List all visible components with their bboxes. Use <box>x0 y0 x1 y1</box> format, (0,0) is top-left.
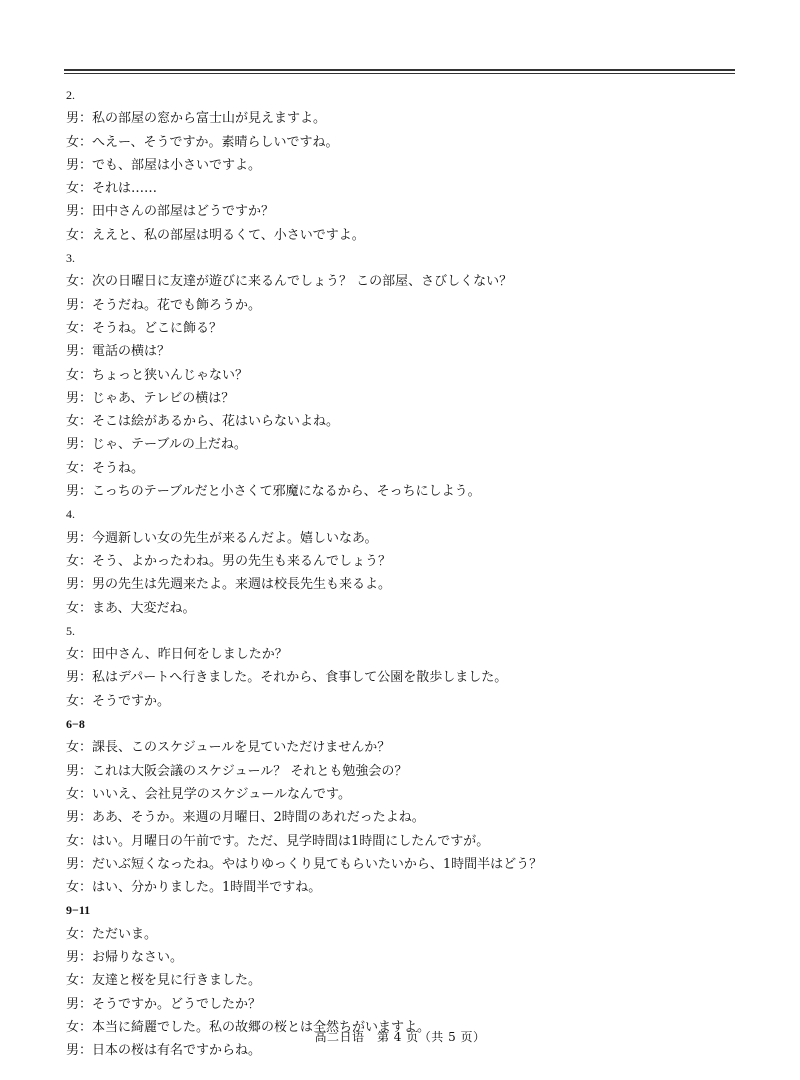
page-footer: 高二日语 第 4 页（共 5 页） <box>314 1030 486 1044</box>
section-number: 2. <box>66 88 75 102</box>
section-number: 5. <box>66 623 75 638</box>
dialogue-line: 女：そこは絵があるから、花はいらないよね。 <box>66 414 340 430</box>
dialogue-line: 女：そうですか。 <box>66 693 171 709</box>
section-number: 6−8 <box>66 717 85 732</box>
dialogue-line: 女：そうね。 <box>66 460 145 476</box>
dialogue-line: 男：日本の桜は有名ですからね。 <box>66 1043 262 1059</box>
dialogue-line: 男：田中さんの部屋はどうですか？ <box>66 204 275 220</box>
section-number: 4. <box>66 507 75 522</box>
dialogue-line: 女：はい。月曜日の午前です。ただ、見学時間は1時間にしたんですが。 <box>66 833 490 849</box>
dialogue-line: 男：じゃ、テーブルの上だね。 <box>66 437 247 453</box>
dialogue-line: 女：本当に綺麗でした。私の故郷の桜とは全然ちがいますよ。 <box>66 1019 431 1035</box>
dialogue-line: 女：ちょっと狭いんじゃない？ <box>66 367 249 383</box>
section-number: 9−11 <box>66 903 91 918</box>
dialogue-line: 男：そうだね。花でも飾ろうか。 <box>66 297 262 313</box>
dialogue-line: 女：田中さん、昨日何をしましたか？ <box>66 647 288 663</box>
transcript-body <box>66 84 746 1062</box>
dialogue-line: 男：男の先生は先週来たよ。来週は校長先生も来るよ。 <box>66 577 392 593</box>
dialogue-line: 女：そうね。どこに飾る？ <box>66 320 223 336</box>
dialogue-line: 男：今週新しい女の先生が来るんだよ。嬉しいなあ。 <box>66 530 378 546</box>
dialogue-line: 男：こっちのテーブルだと小さくて邪魔になるから、そっちにしよう。 <box>66 484 481 500</box>
dialogue-line: 男：電話の横は？ <box>66 344 171 360</box>
section-number: 3. <box>66 251 75 266</box>
dialogue-line: 女：ただいま。 <box>66 926 158 942</box>
dialogue-line: 女：へえー、そうですか。素晴らしいですね。 <box>66 134 339 150</box>
dialogue-line: 男：ああ、そうか。来週の月曜日、2時間のあれだったよね。 <box>66 810 425 826</box>
dialogue-line: 女：はい、分かりました。1時間半ですね。 <box>66 880 322 896</box>
dialogue-line: 女：まあ、大変だね。 <box>66 600 196 616</box>
dialogue-line: 男：私はデパートへ行きました。それから、食事して公園を散歩しました。 <box>66 670 508 686</box>
dialogue-line: 女：友達と桜を見に行きました。 <box>66 973 262 989</box>
dialogue-line: 女：ええと、私の部屋は明るくて、小さいですよ。 <box>66 227 365 243</box>
dialogue-line: 女：いいえ、会社見学のスケジュールなんです。 <box>66 786 351 802</box>
dialogue-line: 女：そう、よかったわね。男の先生も来るんでしょう？ <box>66 553 392 569</box>
dialogue-line: 男：お帰りなさい。 <box>66 949 184 965</box>
dialogue-line: 男：そうですか。どうでしたか？ <box>66 996 262 1012</box>
dialogue-line: 女：次の日曜日に友達が遊びに来るんでしょう？ この部屋、さびしくない？ <box>66 274 513 290</box>
dialogue-line: 男：だいぶ短くなったね。やはりゆっくり見てもらいたいから、1時間半はどう？ <box>66 856 543 872</box>
dialogue-line: 男：私の部屋の窓から富士山が見えますよ。 <box>66 111 327 127</box>
dialogue-line: 女：それは…… <box>66 181 158 197</box>
dialogue-line: 男：じゃあ、テレビの横は？ <box>66 390 235 406</box>
header-rule <box>64 69 735 74</box>
dialogue-line: 男：でも、部屋は小さいですよ。 <box>66 157 262 173</box>
dialogue-line: 男：これは大阪会議のスケジュール？ それとも勉強会の？ <box>66 763 408 779</box>
dialogue-line: 女：課長、このスケジュールを見ていただけませんか？ <box>66 740 391 756</box>
